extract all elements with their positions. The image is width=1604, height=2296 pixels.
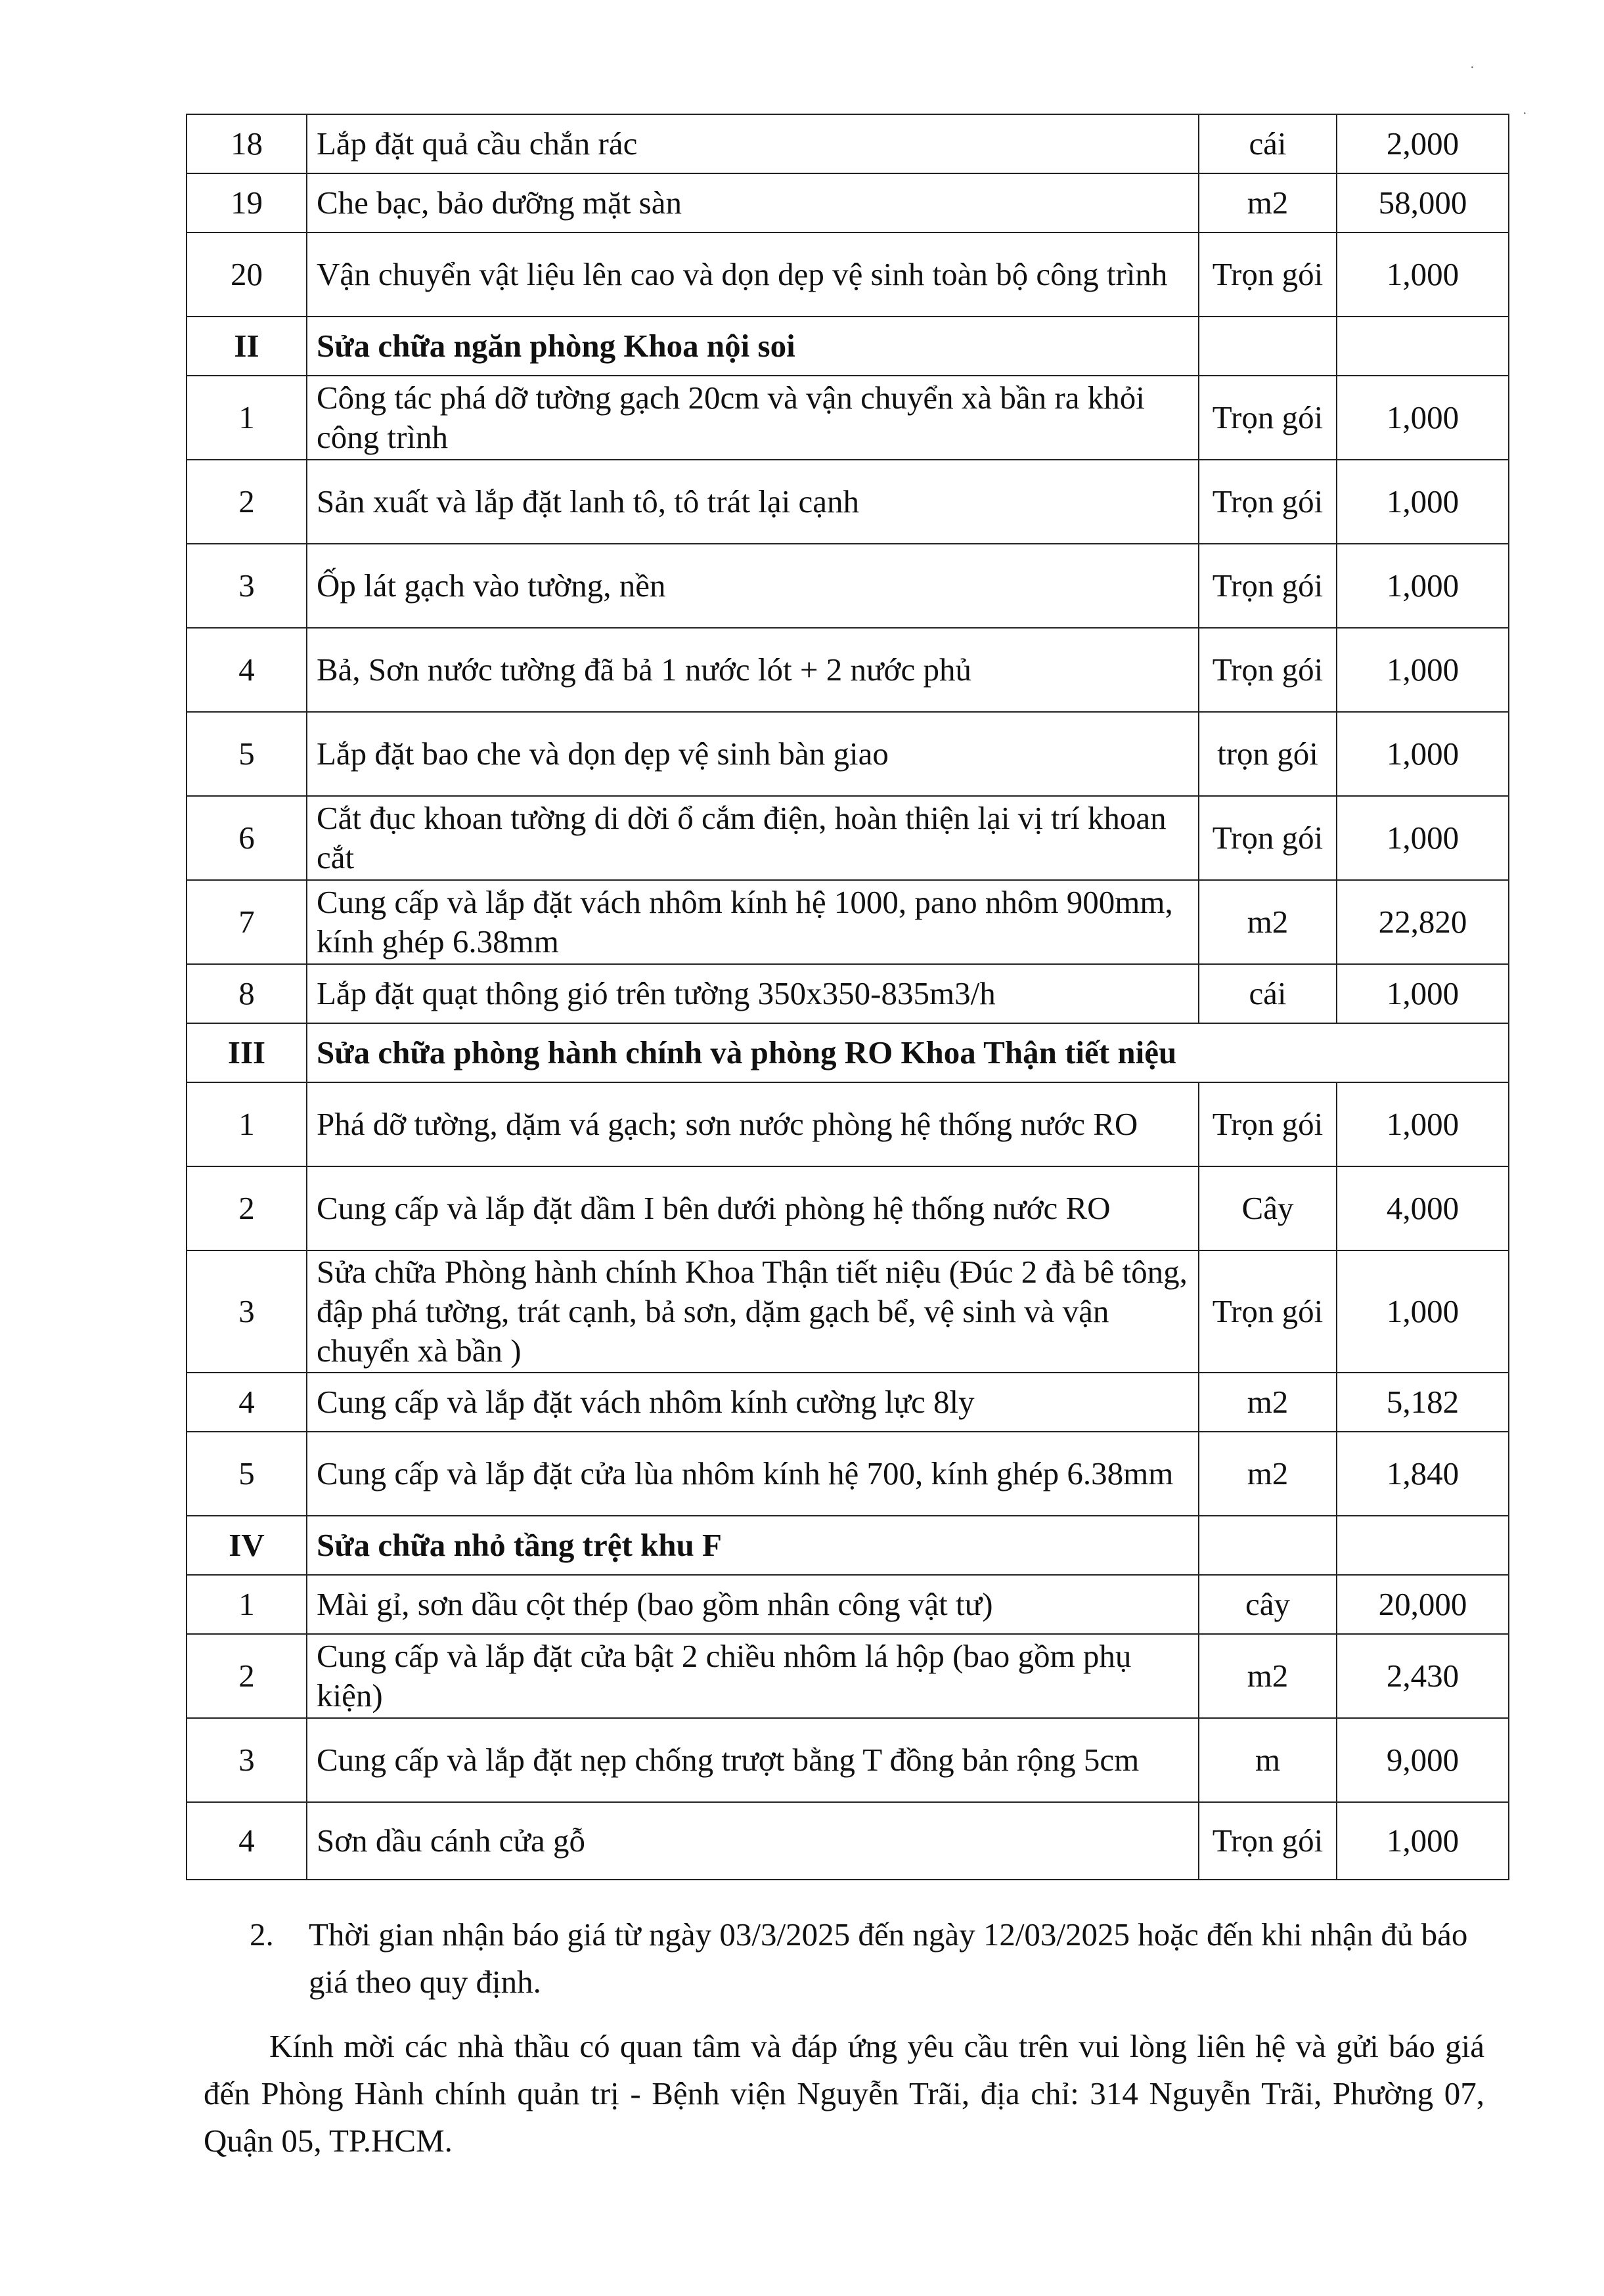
scan-speck: ·	[1523, 106, 1527, 121]
row-quantity: 1,840	[1337, 1432, 1509, 1516]
table-row	[187, 114, 1509, 173]
row-number: 5	[187, 1432, 307, 1516]
row-description: Cung cấp và lắp đặt vách nhôm kính cường lực 8ly	[307, 1373, 1199, 1432]
quotation-table	[186, 114, 1509, 1880]
note-text: Thời gian nhận báo giá từ ngày 03/3/2025 đến ngày 12/03/2025 hoặc đến khi nhận đủ báo giá theo quy định.	[309, 1916, 1468, 2000]
section-row	[187, 1516, 1509, 1575]
row-description: Cung cấp và lắp đặt nẹp chống trượt bằng T đồng bản rộng 5cm	[307, 1718, 1199, 1802]
row-description: Lắp đặt quạt thông gió trên tường 350x350-835m3/h	[307, 964, 1199, 1023]
row-unit: Trọn gói	[1199, 544, 1337, 628]
row-quantity: 20,000	[1337, 1575, 1509, 1634]
table-row	[187, 1802, 1509, 1880]
row-description: Công tác phá dỡ tường gạch 20cm và vận chuyển xà bần ra khỏi công trình	[307, 376, 1199, 460]
row-description: Bả, Sơn nước tường đã bả 1 nước lót + 2 nước phủ	[307, 628, 1199, 712]
row-unit: Trọn gói	[1199, 1250, 1337, 1373]
row-unit: Cây	[1199, 1166, 1337, 1250]
table-row	[187, 460, 1509, 544]
row-number: 2	[187, 1634, 307, 1718]
table-row	[187, 1718, 1509, 1802]
row-unit: m2	[1199, 1432, 1337, 1516]
row-number: 8	[187, 964, 307, 1023]
table-row	[187, 880, 1509, 964]
row-unit: Trọn gói	[1199, 1082, 1337, 1166]
table-row	[187, 544, 1509, 628]
row-quantity: 5,182	[1337, 1373, 1509, 1432]
row-quantity: 1,000	[1337, 544, 1509, 628]
row-unit: m2	[1199, 880, 1337, 964]
row-quantity: 1,000	[1337, 964, 1509, 1023]
row-description: Ốp lát gạch vào tường, nền	[307, 544, 1199, 628]
row-unit: m	[1199, 1718, 1337, 1802]
row-unit: Trọn gói	[1199, 1802, 1337, 1880]
row-unit: Trọn gói	[1199, 232, 1337, 317]
row-unit	[1199, 317, 1337, 376]
row-description: Sửa chữa nhỏ tầng trệt khu F	[307, 1516, 1199, 1575]
row-unit: m2	[1199, 1373, 1337, 1432]
row-description: Cung cấp và lắp đặt dầm I bên dưới phòng hệ thống nước RO	[307, 1166, 1199, 1250]
row-unit: Trọn gói	[1199, 376, 1337, 460]
row-quantity: 2,000	[1337, 114, 1509, 173]
row-number: 2	[187, 460, 307, 544]
row-unit: cái	[1199, 964, 1337, 1023]
row-quantity: 1,000	[1337, 712, 1509, 796]
row-quantity: 1,000	[1337, 376, 1509, 460]
table-row	[187, 796, 1509, 880]
row-unit: Trọn gói	[1199, 628, 1337, 712]
row-quantity: 1,000	[1337, 796, 1509, 880]
row-quantity: 1,000	[1337, 460, 1509, 544]
table-row	[187, 232, 1509, 317]
row-number: 4	[187, 1373, 307, 1432]
row-quantity: 2,430	[1337, 1634, 1509, 1718]
row-unit: trọn gói	[1199, 712, 1337, 796]
row-description: Sản xuất và lắp đặt lanh tô, tô trát lại cạnh	[307, 460, 1199, 544]
row-description: Lắp đặt quả cầu chắn rác	[307, 114, 1199, 173]
row-description: Sửa chữa ngăn phòng Khoa nội soi	[307, 317, 1199, 376]
row-number: 20	[187, 232, 307, 317]
row-description: Cung cấp và lắp đặt cửa bật 2 chiều nhôm lá hộp (bao gồm phụ kiện)	[307, 1634, 1199, 1718]
table-row	[187, 1575, 1509, 1634]
row-number: 1	[187, 1082, 307, 1166]
row-description: Vận chuyển vật liệu lên cao và dọn dẹp vệ sinh toàn bộ công trình	[307, 232, 1199, 317]
row-unit: Trọn gói	[1199, 460, 1337, 544]
row-number: 1	[187, 1575, 307, 1634]
row-number: III	[187, 1023, 307, 1082]
row-description: Cung cấp và lắp đặt cửa lùa nhôm kính hệ 700, kính ghép 6.38mm	[307, 1432, 1199, 1516]
table-row	[187, 1634, 1509, 1718]
row-unit: cái	[1199, 114, 1337, 173]
row-description: Cung cấp và lắp đặt vách nhôm kính hệ 1000, pano nhôm 900mm, kính ghép 6.38mm	[307, 880, 1199, 964]
row-number: 3	[187, 1250, 307, 1373]
row-number: 5	[187, 712, 307, 796]
row-unit: m2	[1199, 173, 1337, 232]
table-row	[187, 1082, 1509, 1166]
row-number: 4	[187, 1802, 307, 1880]
section-row	[187, 317, 1509, 376]
note-number: 2.	[250, 1916, 274, 1953]
scan-speck: ·	[1470, 60, 1475, 75]
row-quantity: 1,000	[1337, 232, 1509, 317]
row-number: 3	[187, 544, 307, 628]
row-description: Cắt đục khoan tường di dời ổ cắm điện, hoàn thiện lại vị trí khoan cắt	[307, 796, 1199, 880]
section-row	[187, 1023, 1509, 1082]
row-number: II	[187, 317, 307, 376]
row-quantity	[1337, 1516, 1509, 1575]
table-row	[187, 1250, 1509, 1373]
row-number: 19	[187, 173, 307, 232]
row-description: Che bạc, bảo dưỡng mặt sàn	[307, 173, 1199, 232]
row-number: 6	[187, 796, 307, 880]
table-row	[187, 1166, 1509, 1250]
row-unit: cây	[1199, 1575, 1337, 1634]
row-description: Lắp đặt bao che và dọn dẹp vệ sinh bàn giao	[307, 712, 1199, 796]
row-description: Sửa chữa Phòng hành chính Khoa Thận tiết niệu (Đúc 2 đà bê tông, đập phá tường, trát cạnh, bả sơn, dặm gạch bể, vệ sinh và vận chuyển xà bần )	[307, 1250, 1199, 1373]
row-number: 18	[187, 114, 307, 173]
row-number: 2	[187, 1166, 307, 1250]
row-description: Mài gỉ, sơn dầu cột thép (bao gồm nhân công vật tư)	[307, 1575, 1199, 1634]
row-number: 4	[187, 628, 307, 712]
row-quantity: 9,000	[1337, 1718, 1509, 1802]
table-row	[187, 1373, 1509, 1432]
table-row	[187, 173, 1509, 232]
row-unit: Trọn gói	[1199, 796, 1337, 880]
row-quantity	[1337, 317, 1509, 376]
row-description: Phá dỡ tường, dặm vá gạch; sơn nước phòng hệ thống nước RO	[307, 1082, 1199, 1166]
row-number: 3	[187, 1718, 307, 1802]
row-quantity: 58,000	[1337, 173, 1509, 232]
table-row	[187, 964, 1509, 1023]
row-unit: m2	[1199, 1634, 1337, 1718]
note-item-2	[250, 1911, 1484, 2006]
row-quantity: 4,000	[1337, 1166, 1509, 1250]
row-description: Sơn dầu cánh cửa gỗ	[307, 1802, 1199, 1880]
invitation-paragraph: Kính mời các nhà thầu có quan tâm và đáp ứng yêu cầu trên vui lòng liên hệ và gửi báo giá đến Phòng Hành chính quản trị - Bệnh viện Nguyễn Trãi, địa chỉ: 314 Nguyễn Trãi, Phường 07, Quận 05, TP.HCM.	[204, 2028, 1484, 2159]
row-description: Sửa chữa phòng hành chính và phòng RO Khoa Thận tiết niệu	[307, 1023, 1509, 1082]
row-unit	[1199, 1516, 1337, 1575]
row-number: IV	[187, 1516, 307, 1575]
table-row	[187, 628, 1509, 712]
table-row	[187, 376, 1509, 460]
row-number: 1	[187, 376, 307, 460]
table-row	[187, 712, 1509, 796]
row-quantity: 1,000	[1337, 1082, 1509, 1166]
row-quantity: 1,000	[1337, 628, 1509, 712]
table-row	[187, 1432, 1509, 1516]
row-quantity: 22,820	[1337, 880, 1509, 964]
row-quantity: 1,000	[1337, 1250, 1509, 1373]
row-number: 7	[187, 880, 307, 964]
row-quantity: 1,000	[1337, 1802, 1509, 1880]
